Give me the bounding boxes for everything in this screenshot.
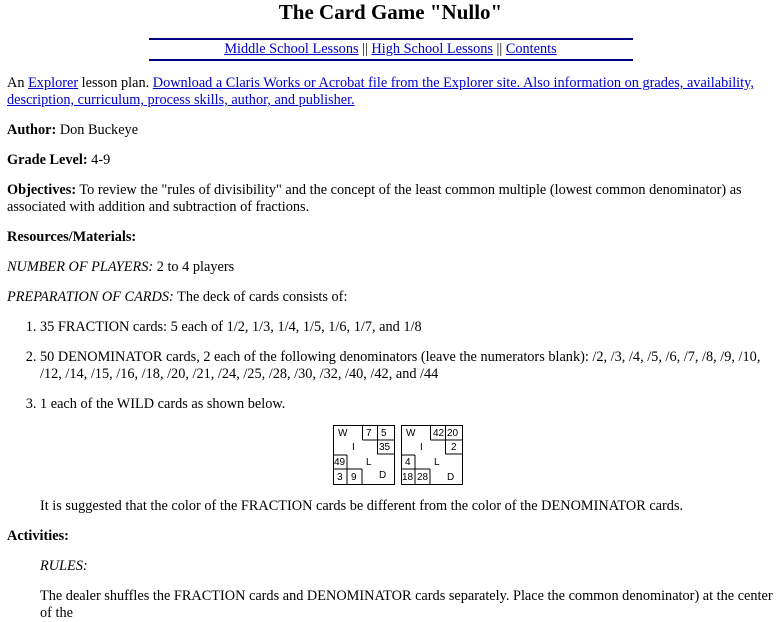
download-link[interactable]: Download a Claris Works or Acrobat file from the Explorer site. Also information on grades, availability, description, curriculum, process skills, author, and publisher. (7, 75, 754, 108)
wild-card-2-graphic (401, 425, 463, 485)
wild-card-1 (333, 425, 395, 485)
objectives-paragraph (7, 182, 774, 216)
wild-letter-d: D (379, 470, 387, 481)
middle-school-lessons-link[interactable]: Middle School Lessons (224, 41, 359, 57)
rules-label: RULES: (40, 558, 88, 574)
players-label: NUMBER OF PLAYERS: (7, 259, 154, 275)
wild-cards (7, 425, 774, 485)
bottom-divider (149, 59, 633, 61)
resources-label: Resources/Materials: (7, 229, 137, 245)
card-number: 7 (366, 428, 372, 439)
intro-paragraph (7, 75, 774, 109)
author-line (7, 122, 774, 139)
intro-middle: lesson plan. (78, 75, 153, 91)
card-number: 4 (405, 457, 411, 468)
grade-line (7, 152, 774, 169)
high-school-lessons-link[interactable]: High School Lessons (371, 41, 493, 57)
card-number: 5 (381, 428, 387, 439)
grade-value: 4-9 (87, 152, 111, 168)
resources-heading (7, 229, 774, 246)
card-number: 49 (334, 457, 346, 468)
rules-heading (40, 558, 774, 575)
objectives-value: To review the "rules of divisibility" and the concept of the least common multiple (lowest common denominator) as associated with addition and subtraction of fractions. (7, 182, 742, 215)
nav-separator: || (358, 41, 372, 57)
card-number: 18 (402, 472, 414, 483)
activities-heading (7, 528, 774, 545)
grade-label: Grade Level: (7, 152, 88, 168)
list-item: 3. 1 each of the WILD cards as shown below. (40, 396, 774, 413)
nav-separator: || (492, 41, 506, 57)
intro-prefix: An (7, 75, 29, 91)
card-number: 42 (433, 428, 445, 439)
wild-letter-w: W (406, 428, 416, 439)
preparation-line (7, 289, 774, 306)
wild-letter-d: D (447, 472, 455, 483)
preparation-value: The deck of cards consists of: (173, 289, 348, 305)
wild-letter-l: L (366, 457, 372, 468)
players-line (7, 259, 774, 276)
lesson-content (0, 75, 781, 622)
wild-letter-w: W (338, 428, 348, 439)
wild-card-2 (401, 425, 463, 485)
activities-label: Activities: (7, 528, 69, 544)
wild-letter-l: L (434, 457, 440, 468)
rules-paragraph: The dealer shuffles the FRACTION cards and DENOMINATOR cards separately. Place the common denominator) at the center of the (40, 588, 773, 621)
suggestion-paragraph: It is suggested that the color of the FRACTION cards be different from the color of the DENOMINATOR cards. (40, 498, 684, 514)
card-number: 28 (417, 472, 429, 483)
wild-letter-i: I (352, 442, 355, 453)
nav-bar (0, 41, 781, 58)
list-item: 2. 50 DENOMINATOR cards, 2 each of the following denominators (leave the numerators blank): /2, /3, /4, /5, /6, /7, /8, /9, /10, /12, /14, /15, /16, /18, /20, /21, /24, /25, /28, /30, /32, /40, /42, and /44 (40, 349, 774, 383)
wild-card-1-graphic (333, 425, 395, 485)
card-number: 2 (451, 442, 457, 453)
author-value: Don Buckeye (56, 122, 139, 138)
objectives-label: Objectives: (7, 182, 77, 198)
contents-link[interactable]: Contents (505, 41, 557, 57)
explorer-link[interactable]: Explorer (28, 75, 79, 91)
players-value: 2 to 4 players (153, 259, 235, 275)
wild-letter-i: I (420, 442, 423, 453)
author-label: Author: (7, 122, 57, 138)
preparation-label: PREPARATION OF CARDS: (7, 289, 174, 305)
card-number: 20 (447, 428, 459, 439)
card-number: 3 (337, 472, 343, 483)
top-divider (149, 38, 633, 40)
card-number: 35 (379, 442, 391, 453)
page-title: The Card Game "Nullo" (278, 0, 503, 24)
card-list (7, 319, 774, 413)
list-item: 1. 35 FRACTION cards: 5 each of 1/2, 1/3, 1/4, 1/5, 1/6, 1/7, and 1/8 (40, 319, 774, 336)
card-number: 9 (351, 472, 357, 483)
